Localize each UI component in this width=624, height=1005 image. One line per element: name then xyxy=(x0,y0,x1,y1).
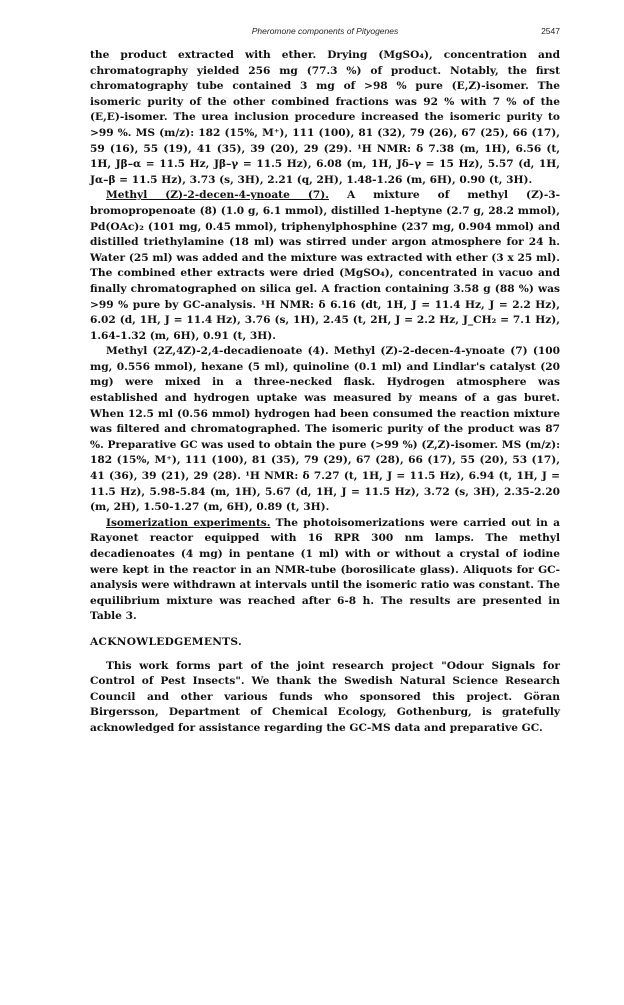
paragraph-text: Methyl (Z)-2-decen-4-ynoate (7) (100 mg, 0.556 mmol), hexane (5 ml), quinoline (0.1 ml) and Lindlar's catalyst (20 mg) were mixed in a three-necked flask. Hydrogen atmosphere was established and hydrogen uptake was measured by means of a gas buret. When 12.5 ml (0.56 mmol) hydrogen had been consumed the reaction mixture was filtered and chromatographed. The isomeric purity of the product was 87 %. Preparative GC was used to obtain the pure (>99 %) (Z,Z)-isomer. MS (m/z): 182 (15%, M⁺), 111 (100), 81 (35), 79 (29), 67 (28), 66 (17), 55 (20), 53 (17), 41 (36), 39 (21), 29 (28). ¹H NMR: δ 7.27 (t, 1H, J = 11.5 Hz), 6.94 (t, 1H, J = 11.5 Hz), 5.98-5.84 (m, 1H), 5.67 (d, 1H, J = 11.5 Hz), 3.72 (s, 3H), 2.35-2.20 (m, 2H), 1.50-1.27 (m, 6H), 0.89 (t, 3H). xyxy=(90,345,560,514)
article-body xyxy=(90,48,560,737)
section-title-methyl-decadienoate: Methyl (2Z,4Z)-2,4-decadienoate (4). xyxy=(106,345,329,358)
section-title-methyl-decenynoate: Methyl (Z)-2-decen-4-ynoate (7). xyxy=(106,189,329,202)
paragraph-text: the product extracted with ether. Drying (MgSO₄), concentration and chromatography yielded 256 mg (77.3 %) of product. Notably, the first chromatography tube contained 3 mg of >98 % pure (E,Z)-isomer. The isomeric purity of the other combined fractions was 92 % with 7 % of the (E,E)-isomer. The urea inclusion procedure increased the isomeric purity to >99 %. MS (m/z): 182 (15%, M⁺), 111 (100), 81 (32), 79 (26), 67 (25), 66 (17), 59 (16), 55 (19), 41 (35), 39 (20), 29 (29). ¹H NMR: δ 7.38 (m, 1H), 6.56 (t, 1H, Jβ–α = 11.5 Hz, Jβ–γ = 11.5 Hz), 6.08 (m, 1H, Jδ–γ = 15 Hz), 5.57 (d, 1H, Jα–β = 11.5 Hz), 3.73 (s, 3H), 2.21 (q, 2H), 1.48-1.26 (m, 6H), 0.90 (t, 3H). xyxy=(90,49,560,186)
running-title: Pheromone components of Pityogenes xyxy=(251,26,399,36)
paragraph-isomerization xyxy=(90,516,560,625)
page-number: 2547 xyxy=(541,26,560,36)
paragraph-text: A mixture of methyl (Z)-3-bromopropenoate (8) (1.0 g, 6.1 mmol), distilled 1-heptyne (2.7 g, 28.2 mmol), Pd(OAc)₂ (101 mg, 0.45 mmol), triphenylphosphine (237 mg, 0.904 mmol) and distilled triethylamine (18 ml) was stirred under argon atmosphere for 24 h. Water (25 ml) was added and the mixture was extracted with ether (3 x 25 ml). The combined ether extracts were dried (MgSO₄), concentrated in vacuo and finally chromatographed on silica gel. A fraction containing 3.58 g (88 %) was >99 % pure by GC-analysis. ¹H NMR: δ 6.16 (dt, 1H, J = 11.4 Hz, J = 2.2 Hz), 6.02 (d, 1H, J = 11.4 Hz), 3.76 (s, 1H), 2.45 (t, 2H, J = 2.2 Hz, J_CH₂ = 7.1 Hz), 1.64-1.32 (m, 6H), 0.91 (t, 3H). xyxy=(90,189,560,342)
paragraph-methyl-decenynoate xyxy=(90,188,560,344)
acknowledgements-heading: ACKNOWLEDGEMENTS. xyxy=(90,635,242,648)
paragraph-text: The photoisomerizations were carried out in a Rayonet reactor equipped with 16 RPR 300 nm lamps. The methyl decadienoates (4 mg) in pentane (1 ml) with or without a crystal of iodine were kept in the reactor in an NMR-tube (borosilicate glass). Aliquots for GC-analysis were withdrawn at intervals until the isomeric ratio was constant. The equilibrium mixture was reached after 6-8 h. The results are presented in Table 3. xyxy=(90,516,560,623)
section-title-isomerization: Isomerization experiments. xyxy=(106,516,271,529)
acknowledgements-text: This work forms part of the joint research project "Odour Signals for Control of Pest Insects". We thank the Swedish Natural Science Research Council and other various funds who sponsored this project. Göran Birgersson, Department of Chemical Ecology, Gothenburg, is gratefully acknowledged for assistance regarding the GC-MS data and preparative GC. xyxy=(90,659,560,734)
paragraph-synthesis-continued xyxy=(90,48,560,188)
paragraph-methyl-decadienoate xyxy=(90,344,560,516)
